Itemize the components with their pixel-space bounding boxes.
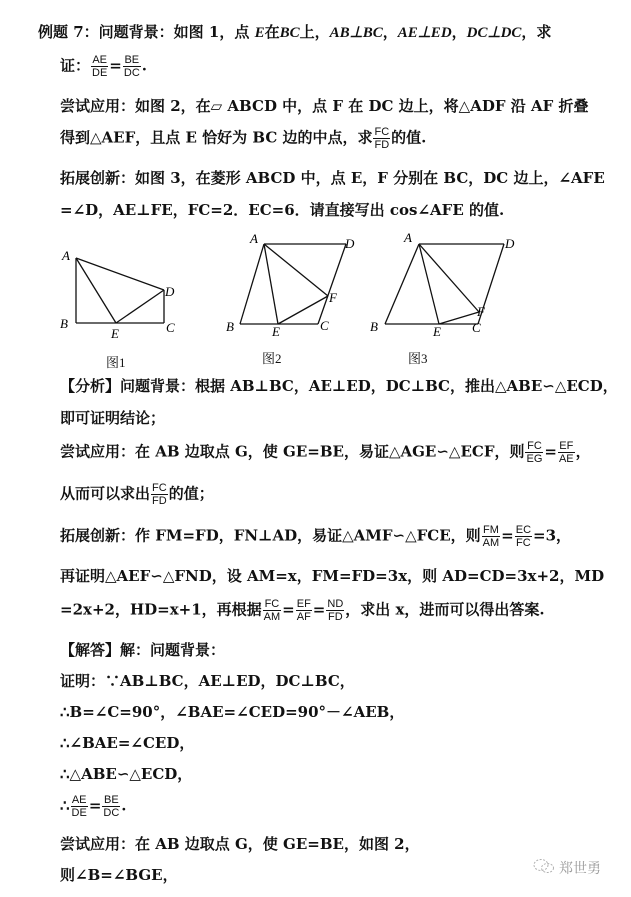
numerator: FM xyxy=(482,524,499,536)
denominator: AF xyxy=(296,611,311,623)
problem-line-2 xyxy=(60,54,147,79)
problem-label: 例题 7：问题背景：如图 1，点 xyxy=(38,23,250,41)
vertex-label: C xyxy=(320,318,329,333)
watermark xyxy=(533,858,601,878)
denominator: FD xyxy=(327,611,343,623)
text: =3， xyxy=(533,526,572,545)
text: =2x+2，HD=x+1，再根据 xyxy=(60,600,262,619)
denominator: AE xyxy=(558,453,574,465)
numerator: EC xyxy=(515,524,532,536)
figure-2-caption: 图2 xyxy=(262,351,282,366)
analysis-line-1: 【分析】问题背景：根据 AB⊥BC，AE⊥ED，DC⊥BC，推出△ABE∽△ECD， xyxy=(60,377,618,395)
math-var: BC xyxy=(279,25,300,41)
fraction xyxy=(373,126,390,151)
fraction xyxy=(91,54,108,79)
analysis-line-2: 即可证明结论； xyxy=(60,409,166,427)
fraction xyxy=(296,598,312,623)
figure-3-diagram xyxy=(360,228,530,338)
figure-2 xyxy=(218,228,368,342)
text: = xyxy=(282,600,295,619)
math-expr: AE⊥ED xyxy=(397,25,452,41)
fraction xyxy=(102,794,120,819)
math-var: E xyxy=(254,25,265,41)
text: = xyxy=(501,526,514,545)
answer-line-4: ∴∠BAE=∠CED， xyxy=(60,734,195,752)
problem-line-4 xyxy=(60,126,426,151)
numerator: FC xyxy=(374,126,390,138)
vertex-label: D xyxy=(345,236,355,251)
numerator: ND xyxy=(327,598,344,610)
problem-line-6: =∠D，AE⊥FE，FC=2．EC=6．请直接写出 cos∠AFE 的值. xyxy=(60,201,505,219)
fraction xyxy=(525,440,543,465)
vertex-label: F xyxy=(477,304,485,319)
fraction xyxy=(558,440,575,465)
numerator: FC xyxy=(527,440,542,452)
text: ，求 xyxy=(521,23,552,41)
vertex-label: D xyxy=(165,284,175,299)
vertex-label: B xyxy=(370,319,378,334)
vertex-label: A xyxy=(404,230,412,245)
text: = xyxy=(88,796,102,815)
vertex-label: B xyxy=(60,316,68,331)
author-name: 郑世勇 xyxy=(559,861,601,877)
math-expr: DC⊥DC xyxy=(466,25,522,41)
vertex-label: A xyxy=(250,231,258,246)
denominator: AM xyxy=(263,611,281,623)
numerator: AE xyxy=(71,794,87,806)
text: ，求出 x，进而可以得出答案. xyxy=(345,600,545,619)
analysis-line-6: 再证明△AEF∽△FND，设 AM=x，FM=FD=3x，则 AD=CD=3x+2，MD xyxy=(60,567,605,585)
figure-3 xyxy=(360,228,530,342)
denominator: AM xyxy=(482,537,500,549)
analysis-line-4 xyxy=(60,482,214,507)
fraction xyxy=(326,598,344,623)
vertex-label: E xyxy=(111,326,119,340)
answer-line-7: 尝试应用：在 AB 边取点 G，使 GE=BE，如图 2， xyxy=(60,835,420,853)
denominator: DE xyxy=(92,67,108,79)
fraction xyxy=(515,524,532,549)
text: = xyxy=(312,600,326,619)
fraction xyxy=(123,54,141,79)
text: 拓展创新：作 FM=FD，FN⊥AD，易证△AMF∽△FCE，则 xyxy=(60,526,481,545)
text: ， xyxy=(575,442,591,461)
text: ， xyxy=(451,23,467,41)
vertex-label: C xyxy=(166,320,175,335)
figure-1 xyxy=(50,240,200,344)
answer-line-8: 则∠B=∠BGE， xyxy=(60,866,178,884)
vertex-label: E xyxy=(433,324,441,338)
vertex-label: E xyxy=(272,324,280,338)
text: 从而可以求出 xyxy=(60,484,151,503)
numerator: FC xyxy=(264,598,280,610)
text: . xyxy=(141,56,147,75)
denominator: FC xyxy=(516,537,531,549)
therefore-symbol: ∴ xyxy=(60,796,70,815)
answer-line-6 xyxy=(60,794,127,819)
math-expr: AB⊥BC xyxy=(329,25,383,41)
text: 上， xyxy=(299,23,330,41)
denominator: EG xyxy=(526,453,543,465)
numerator: EF xyxy=(559,440,574,452)
text: 在 xyxy=(264,23,280,41)
denominator: DE xyxy=(71,807,87,819)
numerator: EF xyxy=(296,598,311,610)
vertex-label: A xyxy=(62,248,70,263)
numerator: FC xyxy=(152,482,167,494)
figure-1-caption: 图1 xyxy=(106,355,126,370)
fraction xyxy=(263,598,282,623)
analysis-line-5 xyxy=(60,524,571,549)
text: 的值. xyxy=(391,128,427,147)
vertex-label: B xyxy=(226,319,234,334)
answer-line-2: 证明：∵AB⊥BC，AE⊥ED，DC⊥BC， xyxy=(60,672,355,690)
text: 证： xyxy=(60,56,91,75)
text: 尝试应用：在 AB 边取点 G，使 GE=BE，易证△AGE∽△ECF，则 xyxy=(60,442,525,461)
analysis-line-7 xyxy=(60,598,545,623)
vertex-label: C xyxy=(472,320,481,335)
fraction xyxy=(151,482,168,507)
answer-line-3: ∴B=∠C=90°，∠BAE=∠CED=90°－∠AEB， xyxy=(60,703,405,721)
fraction xyxy=(71,794,88,819)
figure-2-diagram xyxy=(218,228,368,338)
vertex-label: D xyxy=(505,236,515,251)
text: = xyxy=(544,442,557,461)
wechat-icon xyxy=(533,858,555,878)
fraction xyxy=(482,524,501,549)
denominator: FD xyxy=(374,139,390,151)
text: 得到△AEF，且点 E 恰好为 BC 边的中点，求 xyxy=(60,128,373,147)
text: . xyxy=(121,796,127,815)
text: ， xyxy=(382,23,398,41)
problem-line-5: 拓展创新：如图 3，在菱形 ABCD 中，点 E，F 分别在 BC，DC 边上，∠AFE xyxy=(60,169,605,187)
answer-line-5: ∴△ABE∽△ECD， xyxy=(60,765,193,783)
analysis-line-3 xyxy=(60,440,591,465)
figure-3-caption: 图3 xyxy=(408,351,428,366)
answer-line-1: 【解答】解：问题背景： xyxy=(60,641,226,659)
figure-1-diagram xyxy=(50,240,200,340)
text: 的值； xyxy=(168,484,214,503)
numerator: BE xyxy=(124,54,140,66)
denominator: DC xyxy=(123,67,140,79)
numerator: BE xyxy=(104,794,119,806)
text: = xyxy=(109,56,122,75)
problem-line-1 xyxy=(38,22,551,43)
denominator: DC xyxy=(103,807,120,819)
problem-line-3: 尝试应用：如图 2，在▱ ABCD 中，点 F 在 DC 边上，将△ADF 沿 AF 折叠 xyxy=(60,97,589,115)
vertex-label: F xyxy=(329,290,337,305)
denominator: FD xyxy=(152,495,167,507)
numerator: AE xyxy=(92,54,107,66)
